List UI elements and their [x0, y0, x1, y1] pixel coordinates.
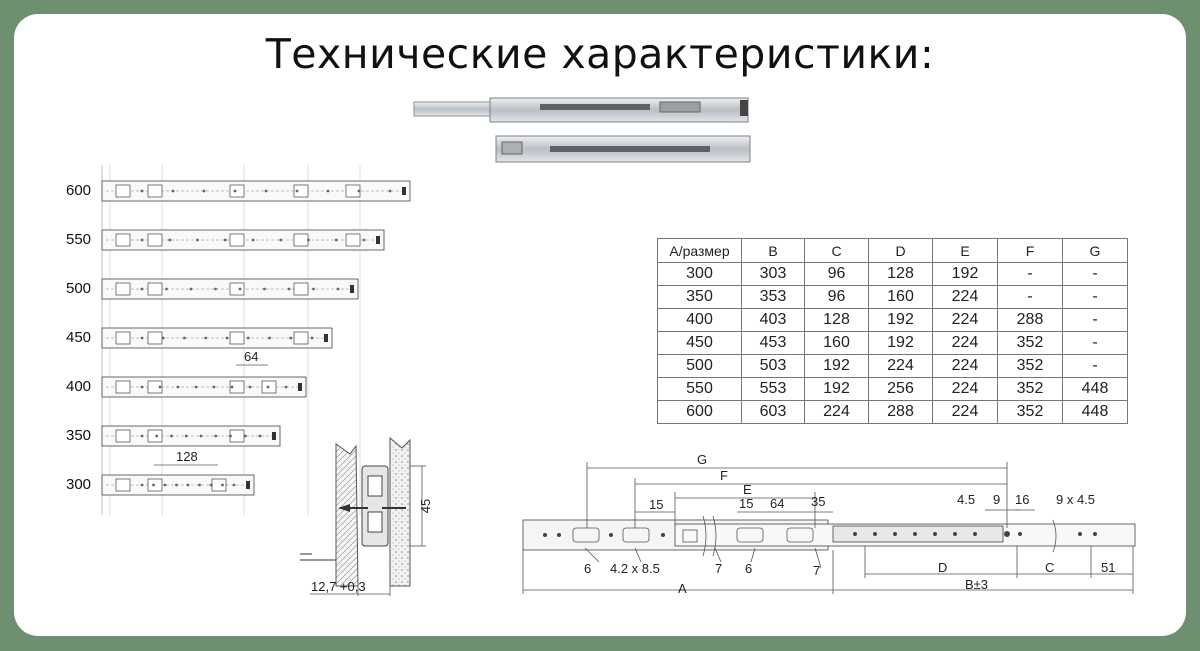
rail-hole	[214, 288, 217, 291]
rail-slot	[230, 430, 244, 442]
rail-hole	[168, 239, 171, 242]
rail-slot	[230, 332, 244, 344]
table-row	[658, 332, 1128, 355]
rail-hole	[141, 190, 144, 193]
table-cell: 224	[933, 355, 998, 378]
table-row	[658, 286, 1128, 309]
table-cell: 160	[869, 286, 933, 309]
table-header: B	[742, 239, 805, 263]
dim-6b: 6	[745, 561, 753, 576]
spec-table	[657, 238, 1128, 424]
rail-stop	[246, 481, 250, 489]
table-cell: -	[998, 286, 1063, 309]
dim-7b: 7	[813, 563, 821, 578]
table-cell: 192	[805, 355, 869, 378]
table-cell: 300	[658, 263, 742, 286]
dim-c: C	[1045, 560, 1055, 575]
rail-hole	[175, 484, 178, 487]
slide-photo	[410, 92, 760, 170]
rail-hole	[210, 484, 213, 487]
dim-g: G	[697, 452, 708, 467]
rail-hole	[247, 337, 250, 340]
table-cell: 288	[869, 401, 933, 424]
slide-size-label: 300	[66, 476, 92, 493]
rail-hole	[200, 435, 203, 438]
rail-hole	[358, 190, 361, 193]
table-cell: 224	[933, 332, 998, 355]
table-cell: 448	[1063, 378, 1128, 401]
rail-hole	[226, 337, 229, 340]
table-row	[658, 401, 1128, 424]
table-cell: 352	[998, 401, 1063, 424]
dim-128-left: 128	[176, 449, 198, 464]
table-cell: 160	[805, 332, 869, 355]
table-cell: 224	[805, 401, 869, 424]
rail-hole	[263, 288, 266, 291]
table-cell: 96	[805, 286, 869, 309]
rail-stop	[402, 187, 406, 195]
dim-64: 64	[770, 496, 785, 511]
rail-slot	[116, 283, 130, 295]
rail-hole	[267, 386, 270, 389]
rail-hole	[289, 337, 292, 340]
rail-slot	[294, 332, 308, 344]
rail-hole	[141, 337, 144, 340]
rail-hole	[244, 435, 247, 438]
table-row	[658, 309, 1128, 332]
rail-hole	[224, 239, 227, 242]
rail-hole	[198, 484, 201, 487]
table-cell: 224	[933, 286, 998, 309]
table-cell: 192	[933, 263, 998, 286]
table-cell: 603	[742, 401, 805, 424]
table-cell: 553	[742, 378, 805, 401]
rail-slot	[294, 234, 308, 246]
table-header: E	[933, 239, 998, 263]
table-cell: 288	[998, 309, 1063, 332]
table-header: F	[998, 239, 1063, 263]
page-title: Технические характеристики:	[265, 30, 935, 78]
rail-slot	[116, 234, 130, 246]
rail-hole	[239, 288, 242, 291]
rail-slot	[230, 234, 244, 246]
table-row	[658, 355, 1128, 378]
rail-slot	[116, 185, 130, 197]
table-cell: 128	[869, 263, 933, 286]
rail-stop	[350, 285, 354, 293]
rail-hole	[307, 239, 310, 242]
dim-e: E	[743, 482, 752, 497]
table-cell: 303	[742, 263, 805, 286]
rail-hole	[288, 288, 291, 291]
rail-hole	[196, 239, 199, 242]
table-header-row	[658, 239, 1128, 263]
rail-hole	[170, 435, 173, 438]
dim-15a: 15	[649, 497, 664, 512]
table-cell: 550	[658, 378, 742, 401]
rail-slot	[148, 479, 162, 491]
table-cell: -	[1063, 309, 1128, 332]
table-cell: 448	[1063, 401, 1128, 424]
table-row	[658, 263, 1128, 286]
rail-hole	[285, 386, 288, 389]
rail-hole	[214, 435, 217, 438]
table-cell: 224	[869, 355, 933, 378]
rail-hole	[141, 386, 144, 389]
dim-16: 16	[1015, 492, 1030, 507]
table-cell: 224	[933, 378, 998, 401]
dim-51: 51	[1101, 560, 1116, 575]
rail-hole	[229, 435, 232, 438]
rail-hole	[141, 288, 144, 291]
table-cell: 400	[658, 309, 742, 332]
rail-slot	[346, 234, 360, 246]
dim-slot: 4.2 x 8.5	[610, 561, 660, 576]
rail-hole	[221, 484, 224, 487]
rail-hole	[296, 190, 299, 193]
rail-hole	[311, 337, 314, 340]
dim-a: A	[678, 581, 687, 596]
table-cell: 453	[742, 332, 805, 355]
rail-slot	[148, 234, 162, 246]
table-cell: 128	[805, 309, 869, 332]
table-cell: 353	[742, 286, 805, 309]
table-row	[658, 378, 1128, 401]
dim-thickness: 12,7 +0,3	[311, 579, 366, 594]
rail-hole	[159, 386, 162, 389]
rail-hole	[141, 239, 144, 242]
rail-hole	[363, 239, 366, 242]
table-cell: 500	[658, 355, 742, 378]
table-cell: 224	[933, 401, 998, 424]
dim-slot-small: 9 x 4.5	[1056, 492, 1096, 507]
table-cell: -	[1063, 286, 1128, 309]
rail-hole	[187, 484, 190, 487]
rail-hole	[141, 435, 144, 438]
rail-slot	[148, 332, 162, 344]
dim-15b: 15	[739, 496, 754, 511]
dim-b: B±3	[965, 577, 989, 592]
dim-d: D	[938, 560, 948, 575]
rail-slot	[116, 381, 130, 393]
table-header: C	[805, 239, 869, 263]
side-view-drawing	[515, 448, 1140, 598]
rail-slot	[230, 185, 244, 197]
slide-size-label: 350	[66, 427, 92, 444]
slide-size-label: 500	[66, 280, 92, 297]
rail-hole	[172, 190, 175, 193]
table-header: D	[869, 239, 933, 263]
rail-hole	[203, 190, 206, 193]
table-cell: 192	[869, 332, 933, 355]
table-cell: 352	[998, 355, 1063, 378]
table-cell: 600	[658, 401, 742, 424]
rail-hole	[234, 190, 237, 193]
table-cell: -	[1063, 263, 1128, 286]
rail-hole	[327, 190, 330, 193]
slide-size-label: 550	[66, 231, 92, 248]
rail-slot	[230, 283, 244, 295]
rail-stop	[376, 236, 380, 244]
table-cell: 352	[998, 378, 1063, 401]
table-cell: 350	[658, 286, 742, 309]
rail-slot	[116, 430, 130, 442]
rail-hole	[213, 386, 216, 389]
dim-f: F	[720, 468, 728, 483]
rail-hole	[185, 435, 188, 438]
rail-hole	[389, 190, 392, 193]
rail-hole	[190, 288, 193, 291]
dim-45: 45	[418, 498, 433, 514]
rail-hole	[312, 288, 315, 291]
dim-7a: 7	[715, 561, 723, 576]
table-cell: 224	[933, 309, 998, 332]
rail-hole	[337, 288, 340, 291]
rail-slot	[148, 185, 162, 197]
rail-stop	[298, 383, 302, 391]
table-header: A/размер	[658, 239, 742, 263]
table-cell: 503	[742, 355, 805, 378]
table-cell: 96	[805, 263, 869, 286]
rail-hole	[204, 337, 207, 340]
rail-hole	[141, 484, 144, 487]
rail-slot	[294, 283, 308, 295]
table-cell: 403	[742, 309, 805, 332]
cross-section-drawing	[298, 436, 438, 598]
rail-hole	[183, 337, 186, 340]
rail-hole	[252, 239, 255, 242]
rail-hole	[152, 484, 155, 487]
rail-stop	[324, 334, 328, 342]
rail-slot	[148, 283, 162, 295]
rail-hole	[335, 239, 338, 242]
table-cell: -	[998, 263, 1063, 286]
rail-hole	[279, 239, 282, 242]
rail-stop	[272, 432, 276, 440]
rail-slot	[148, 430, 162, 442]
table-cell: 192	[805, 378, 869, 401]
dim-35: 35	[811, 494, 826, 509]
dim-9: 9	[993, 492, 1001, 507]
dim-4-5: 4.5	[957, 492, 976, 507]
table-cell: 256	[869, 378, 933, 401]
dim-64-left: 64	[244, 349, 259, 364]
rail-hole	[162, 337, 165, 340]
rail-slot	[116, 332, 130, 344]
table-cell: 192	[869, 309, 933, 332]
rail-hole	[231, 386, 234, 389]
slide-size-label: 450	[66, 329, 92, 346]
rail-hole	[195, 386, 198, 389]
rail-hole	[155, 435, 158, 438]
rail-hole	[233, 484, 236, 487]
table-cell: -	[1063, 355, 1128, 378]
rail-hole	[165, 288, 168, 291]
rail-hole	[265, 190, 268, 193]
rail-hole	[164, 484, 167, 487]
slide-size-label: 400	[66, 378, 92, 395]
rail-hole	[268, 337, 271, 340]
table-header: G	[1063, 239, 1128, 263]
dim-6a: 6	[584, 561, 592, 576]
rail-slot	[116, 479, 130, 491]
rail-hole	[259, 435, 262, 438]
rail-hole	[249, 386, 252, 389]
table-cell: 352	[998, 332, 1063, 355]
rail-hole	[177, 386, 180, 389]
table-cell: 450	[658, 332, 742, 355]
table-cell: -	[1063, 332, 1128, 355]
slide-size-label: 600	[66, 182, 92, 199]
